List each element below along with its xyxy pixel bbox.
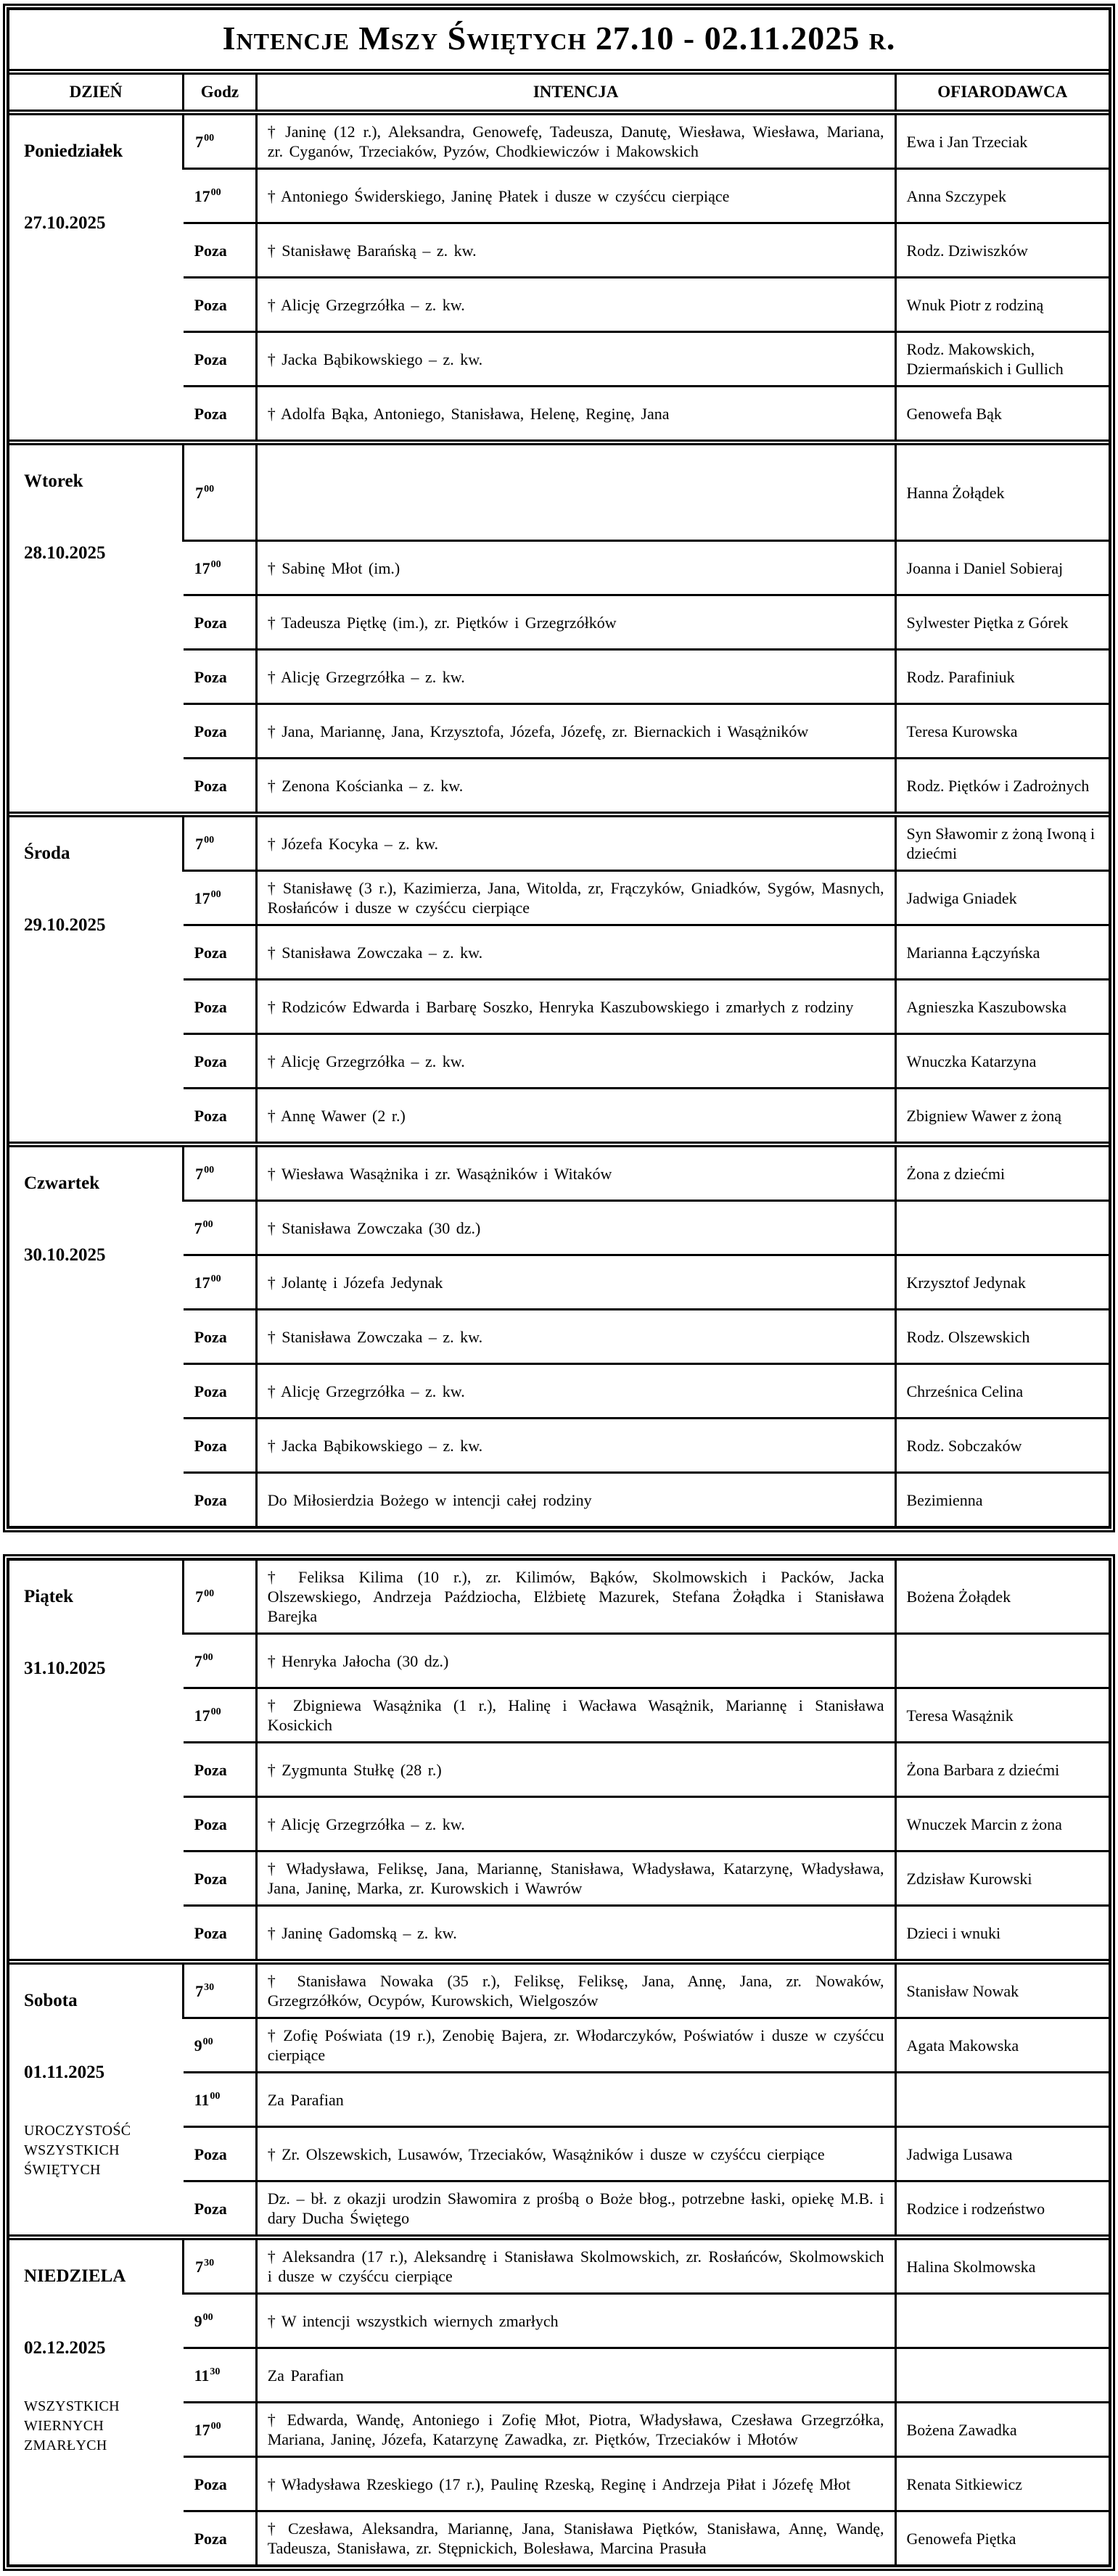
intention-cell: † Zr. Olszewskich, Lusawów, Trzeciaków, Wasążników i dusze w czyśćcu cierpiące — [256, 2127, 895, 2181]
intention-cell: † Adolfa Bąka, Antoniego, Stanisława, Helenę, Reginę, Jana — [256, 387, 895, 443]
intention-cell: † Stanisława Zowczaka (30 dz.) — [256, 1201, 895, 1255]
time-minutes: 00 — [204, 1165, 215, 1176]
donor-cell: Teresa Kurowska — [895, 704, 1109, 759]
day-note-label: UROCZYSTOŚĆ WSZYSTKICH ŚWIĘTYCH — [24, 2122, 131, 2178]
donor-cell: Bożena Żołądek — [895, 1561, 1109, 1634]
column-header-row — [9, 72, 1109, 112]
intention-cell: † Annę Wawer (2 r.) — [256, 1089, 895, 1145]
donor-cell: Genowefa Bąk — [895, 387, 1109, 443]
intention-cell: † Józefa Kocyka – z. kw. — [256, 814, 895, 871]
donor-cell — [895, 1201, 1109, 1255]
page-title: Intencje Mszy Świętych 27.10 - 02.11.2025 r. — [9, 10, 1109, 72]
time-minutes: 00 — [210, 1706, 221, 1718]
day-cell — [9, 1561, 184, 1962]
intention-cell: † Jana, Mariannę, Jana, Krzysztofa, Józefa, Józefę, zr. Biernackich i Wasążników — [256, 704, 895, 759]
mass-time-cell — [184, 980, 257, 1034]
mass-time-cell — [184, 871, 257, 925]
time-value: 17 — [194, 186, 210, 205]
intention-cell: † Stanisławę Barańską – z. kw. — [256, 223, 895, 278]
mass-time-cell — [184, 1561, 257, 1634]
day-cell — [9, 112, 184, 442]
day-cell — [9, 814, 184, 1144]
intentions-table-week-part1 — [7, 7, 1111, 1529]
time-value: Poza — [194, 2474, 227, 2493]
intention-cell: † Alicję Grzegrzółka – z. kw. — [256, 1034, 895, 1089]
mass-time-cell — [184, 169, 257, 223]
time-minutes: 00 — [202, 1652, 213, 1664]
day-name-label: Środa — [24, 843, 70, 863]
day-note-label: WSZYSTKICH WIERNYCH ZMARŁYCH — [24, 2398, 120, 2453]
donor-cell: Chrześnica Celina — [895, 1364, 1109, 1419]
intention-cell: † Alicję Grzegrzółka – z. kw. — [256, 650, 895, 704]
time-value: Poza — [194, 667, 227, 686]
time-minutes: 00 — [210, 559, 221, 571]
intention-cell: † Rodziców Edwarda i Barbarę Soszko, Henryka Kaszubowskiego i zmarłych z rodziny — [256, 980, 895, 1034]
donor-cell: Rodz. Dziwiszków — [895, 223, 1109, 278]
time-minutes: 00 — [204, 133, 215, 144]
intention-cell: † Wiesława Wasążnika i zr. Wasążników i Witaków — [256, 1144, 895, 1201]
intentions-table — [9, 1561, 1109, 2564]
time-value: Poza — [194, 997, 227, 1016]
intention-cell: † Janinę (12 r.), Aleksandra, Genowefę, Tadeusza, Danutę, Wiesława, Wiesława, Mariana, zr. Cyganów, Trzeciaków, Pyzów, Chodkiewiczów i Makowskich — [256, 112, 895, 169]
time-value: 7 — [195, 2257, 204, 2276]
table-row — [9, 1962, 1109, 2018]
day-name-label: Piątek — [24, 1587, 74, 1606]
donor-cell: Anna Szczypek — [895, 169, 1109, 223]
day-name-label: Poniedziałek — [24, 141, 123, 161]
time-value: Poza — [194, 2199, 227, 2218]
intention-cell: Dz. – bł. z okazji urodzin Sławomira z prośbą o Boże błog., potrzebne łaski, opiekę M.B. i dary Ducha Świętego — [256, 2181, 895, 2238]
donor-cell: Dzieci i wnuki — [895, 1906, 1109, 1962]
time-minutes: 00 — [210, 889, 221, 901]
col-header-intention: INTENCJA — [256, 72, 895, 112]
time-minutes: 00 — [204, 835, 215, 846]
donor-cell: Żona Barbara z dziećmi — [895, 1743, 1109, 1797]
mass-time-cell — [184, 2457, 257, 2511]
col-header-time: Godz — [184, 72, 257, 112]
donor-cell — [895, 2294, 1109, 2348]
day-cell — [9, 2237, 184, 2564]
intention-cell: † Alicję Grzegrzółka – z. kw. — [256, 1797, 895, 1852]
table-row — [9, 442, 1109, 541]
day-date-label: 01.11.2025 — [24, 2062, 105, 2082]
mass-time-cell — [184, 2181, 257, 2238]
intention-cell: † Alicję Grzegrzółka – z. kw. — [256, 1364, 895, 1419]
donor-cell: Ewa i Jan Trzeciak — [895, 112, 1109, 169]
donor-cell: Marianna Łączyńska — [895, 925, 1109, 980]
day-name-label: Sobota — [24, 1991, 78, 2010]
time-value: 7 — [195, 483, 204, 502]
mass-time-cell — [184, 1962, 257, 2018]
mass-time-cell — [184, 925, 257, 980]
mass-time-cell — [184, 595, 257, 650]
time-value: Poza — [194, 776, 227, 795]
day-date-label: 29.10.2025 — [24, 915, 106, 935]
table-row — [9, 112, 1109, 169]
table-row — [9, 1561, 1109, 1634]
time-minutes: 00 — [204, 1588, 215, 1599]
intention-cell: † Zygmunta Stułkę (28 r.) — [256, 1743, 895, 1797]
time-value: 9 — [194, 2036, 202, 2055]
time-value: Poza — [194, 2144, 227, 2163]
time-minutes: 00 — [202, 2312, 213, 2324]
donor-cell: Jadwiga Gniadek — [895, 871, 1109, 925]
time-value: Poza — [194, 1490, 227, 1509]
table-row — [9, 2237, 1109, 2294]
time-value: Poza — [194, 2529, 227, 2548]
donor-cell — [895, 2348, 1109, 2403]
donor-cell: Agnieszka Kaszubowska — [895, 980, 1109, 1034]
time-minutes: 00 — [202, 1219, 213, 1231]
intention-cell: † Stanisława Nowaka (35 r.), Feliksę, Feliksę, Jana, Annę, Jana, zr. Nowaków, Grzegrzółków, Ocypów, Kurowskich, Wielgoszów — [256, 1962, 895, 2018]
donor-cell: Bożena Zawadka — [895, 2403, 1109, 2457]
time-value: Poza — [194, 1436, 227, 1455]
donor-cell: Rodz. Sobczaków — [895, 1419, 1109, 1473]
intentions-table — [9, 10, 1109, 1526]
time-value: 7 — [194, 1218, 202, 1237]
mass-time-cell — [184, 1419, 257, 1473]
donor-cell: Genowefa Piętka — [895, 2511, 1109, 2565]
donor-cell: Teresa Wasążnik — [895, 1688, 1109, 1743]
mass-time-cell — [184, 541, 257, 595]
time-minutes: 00 — [210, 2091, 221, 2102]
time-value: Poza — [194, 1760, 227, 1779]
time-value: Poza — [194, 241, 227, 260]
time-value: Poza — [194, 404, 227, 423]
time-value: 11 — [194, 2366, 210, 2385]
intention-cell: † Zenona Kościanka – z. kw. — [256, 759, 895, 815]
donor-cell: Wnuczek Marcin z żona — [895, 1797, 1109, 1852]
time-value: 17 — [194, 888, 210, 907]
donor-cell: Zbigniew Wawer z żoną — [895, 1089, 1109, 1145]
mass-time-cell — [184, 387, 257, 443]
time-value: Poza — [194, 1106, 227, 1125]
mass-time-cell — [184, 2018, 257, 2073]
donor-cell: Rodzice i rodzeństwo — [895, 2181, 1109, 2238]
donor-cell: Rodz. Olszewskich — [895, 1310, 1109, 1364]
table-row — [9, 1144, 1109, 1201]
intention-cell: † Jacka Bąbikowskiego – z. kw. — [256, 1419, 895, 1473]
title-row — [9, 10, 1109, 72]
col-header-day: DZIEŃ — [9, 72, 184, 112]
donor-cell: Rodz. Makowskich, Dziermańskich i Gullich — [895, 332, 1109, 387]
mass-time-cell — [184, 814, 257, 871]
mass-time-cell — [184, 1852, 257, 1906]
intention-cell: † Feliksa Kilima (10 r.), zr. Kilimów, Bąków, Skolmowskich i Packów, Jacka Olszewskiego, Andrzeja Paździocha, Elżbietę Mazurek, Stefana Żołądka i Stanisława Barejka — [256, 1561, 895, 1634]
day-name-label: Wtorek — [24, 471, 83, 491]
mass-time-cell — [184, 759, 257, 815]
donor-cell: Wnuczka Katarzyna — [895, 1034, 1109, 1089]
day-date-label: 27.10.2025 — [24, 212, 106, 233]
mass-time-cell — [184, 2511, 257, 2565]
time-minutes: 00 — [210, 1273, 221, 1285]
time-minutes: 00 — [210, 2421, 221, 2432]
intention-cell: † Zbigniewa Wasążnika (1 r.), Halinę i Wacława Wasążnik, Mariannę i Stanisława Kosickich — [256, 1688, 895, 1743]
mass-time-cell — [184, 1906, 257, 1962]
time-value: 7 — [194, 1651, 202, 1670]
time-minutes: 00 — [210, 187, 221, 199]
donor-cell: Halina Skolmowska — [895, 2237, 1109, 2294]
mass-time-cell — [184, 1089, 257, 1145]
mass-time-cell — [184, 2237, 257, 2294]
time-value: Poza — [194, 1327, 227, 1346]
intention-cell: † Aleksandra (17 r.), Aleksandrę i Stanisława Skolmowskich, zr. Rosłańców, Skolmowskich i dusze w czyśćcu cierpiące — [256, 2237, 895, 2294]
time-minutes: 00 — [204, 484, 215, 495]
mass-time-cell — [184, 1797, 257, 1852]
mass-time-cell — [184, 1310, 257, 1364]
mass-time-cell — [184, 2294, 257, 2348]
intention-cell: † W intencji wszystkich wiernych zmarłych — [256, 2294, 895, 2348]
mass-time-cell — [184, 1688, 257, 1743]
time-value: Poza — [194, 1923, 227, 1942]
intention-cell: † Alicję Grzegrzółka – z. kw. — [256, 278, 895, 332]
time-value: Poza — [194, 1815, 227, 1833]
donor-cell: Syn Sławomir z żoną Iwoną i dziećmi — [895, 814, 1109, 871]
time-value: Poza — [194, 1382, 227, 1400]
time-value: Poza — [194, 722, 227, 740]
intention-cell: † Jacka Bąbikowskiego – z. kw. — [256, 332, 895, 387]
donor-cell — [895, 2073, 1109, 2127]
donor-cell: Renata Sitkiewicz — [895, 2457, 1109, 2511]
donor-cell: Sylwester Piętka z Górek — [895, 595, 1109, 650]
intention-cell: † Stanisławę (3 r.), Kazimierza, Jana, Witolda, zr, Frączyków, Gniadków, Sygów, Masnych, Rosłańców i dusze w czyśćcu cierpiące — [256, 871, 895, 925]
time-value: 7 — [195, 834, 204, 853]
intention-cell: Za Parafian — [256, 2348, 895, 2403]
time-value: 7 — [195, 1981, 204, 2000]
time-value: 9 — [194, 2311, 202, 2330]
table-row — [9, 814, 1109, 871]
mass-time-cell — [184, 442, 257, 541]
time-minutes: 00 — [202, 2036, 213, 2048]
time-value: 17 — [194, 2420, 210, 2439]
intention-cell: † Władysława Rzeskiego (17 r.), Paulinę Rzeską, Reginę i Andrzeja Piłat i Józefę Młot — [256, 2457, 895, 2511]
donor-cell: Hanna Żołądek — [895, 442, 1109, 541]
time-value: Poza — [194, 943, 227, 962]
day-cell — [9, 442, 184, 814]
intention-cell: † Jolantę i Józefa Jedynak — [256, 1255, 895, 1310]
mass-time-cell — [184, 2073, 257, 2127]
time-value: Poza — [194, 1869, 227, 1888]
mass-time-cell — [184, 1034, 257, 1089]
day-date-label: 02.12.2025 — [24, 2337, 106, 2358]
mass-time-cell — [184, 2403, 257, 2457]
time-value: 7 — [195, 132, 204, 151]
time-value: 17 — [194, 558, 210, 577]
intentions-table-week-part2 — [7, 1558, 1111, 2567]
donor-cell: Stanisław Nowak — [895, 1962, 1109, 2018]
mass-time-cell — [184, 1473, 257, 1527]
mass-time-cell — [184, 112, 257, 169]
intention-cell: † Sabinę Młot (im.) — [256, 541, 895, 595]
intention-cell: † Antoniego Świderskiego, Janinę Płatek i dusze w czyśćcu cierpiące — [256, 169, 895, 223]
time-value: Poza — [194, 613, 227, 632]
mass-time-cell — [184, 1255, 257, 1310]
mass-time-cell — [184, 704, 257, 759]
mass-time-cell — [184, 2127, 257, 2181]
intention-cell: † Stanisława Zowczaka – z. kw. — [256, 1310, 895, 1364]
intention-cell — [256, 442, 895, 541]
donor-cell — [895, 1634, 1109, 1688]
day-date-label: 28.10.2025 — [24, 542, 106, 563]
day-date-label: 30.10.2025 — [24, 1244, 106, 1265]
intention-cell: Do Miłosierdzia Bożego w intencji całej rodziny — [256, 1473, 895, 1527]
time-value: Poza — [194, 350, 227, 368]
mass-time-cell — [184, 650, 257, 704]
intention-cell: † Zofię Poświata (19 r.), Zenobię Bajera, zr. Włodarczyków, Poświatów i dusze w czyśćcu cierpiące — [256, 2018, 895, 2073]
mass-time-cell — [184, 278, 257, 332]
intention-cell: † Czesława, Aleksandra, Mariannę, Jana, Stanisława Piętków, Stanisława, Annę, Wandę, Tadeusza, Stanisława, zr. Stępnickich, Bolesława, Marcina Prasuła — [256, 2511, 895, 2565]
time-value: Poza — [194, 1052, 227, 1070]
mass-time-cell — [184, 1743, 257, 1797]
mass-time-cell — [184, 1144, 257, 1201]
intention-cell: † Henryka Jałocha (30 dz.) — [256, 1634, 895, 1688]
day-cell — [9, 1144, 184, 1526]
time-minutes: 30 — [210, 2366, 221, 2378]
donor-cell: Zdzisław Kurowski — [895, 1852, 1109, 1906]
mass-time-cell — [184, 1634, 257, 1688]
mass-time-cell — [184, 223, 257, 278]
time-value: 17 — [194, 1706, 210, 1725]
donor-cell: Bezimienna — [895, 1473, 1109, 1527]
intention-cell: † Edwarda, Wandę, Antoniego i Zofię Młot, Piotra, Władysława, Czesława Grzegrzółka, Mariana, Janinę, Józefa, Katarzynę Zawadka, zr. Piętków, Trzeciaków i Młotów — [256, 2403, 895, 2457]
time-value: 11 — [194, 2090, 210, 2109]
time-value: 17 — [194, 1273, 210, 1292]
day-date-label: 31.10.2025 — [24, 1658, 106, 1678]
day-cell — [9, 1962, 184, 2237]
time-value: Poza — [194, 295, 227, 314]
time-minutes: 30 — [204, 1982, 215, 1994]
day-name-label: NIEDZIELA — [24, 2266, 126, 2286]
col-header-donor: OFIARODAWCA — [895, 72, 1109, 112]
time-value: 7 — [195, 1588, 204, 1606]
intention-cell: Za Parafian — [256, 2073, 895, 2127]
donor-cell: Joanna i Daniel Sobieraj — [895, 541, 1109, 595]
intention-cell: † Władysława, Feliksę, Jana, Mariannę, Stanisława, Władysława, Katarzynę, Władysława, Jana, Janinę, Marka, zr. Kurowskich i Wawrów — [256, 1852, 895, 1906]
donor-cell: Jadwiga Lusawa — [895, 2127, 1109, 2181]
time-minutes: 30 — [204, 2258, 215, 2269]
donor-cell: Krzysztof Jedynak — [895, 1255, 1109, 1310]
donor-cell: Rodz. Parafiniuk — [895, 650, 1109, 704]
mass-time-cell — [184, 1201, 257, 1255]
mass-time-cell — [184, 1364, 257, 1419]
intention-cell: † Stanisława Zowczaka – z. kw. — [256, 925, 895, 980]
day-name-label: Czwartek — [24, 1173, 100, 1193]
donor-cell: Żona z dziećmi — [895, 1144, 1109, 1201]
time-value: 7 — [195, 1164, 204, 1183]
intention-cell: † Tadeusza Piętkę (im.), zr. Piętków i Grzegrzółków — [256, 595, 895, 650]
intention-cell: † Janinę Gadomską – z. kw. — [256, 1906, 895, 1962]
donor-cell: Rodz. Piętków i Zadrożnych — [895, 759, 1109, 815]
mass-intentions-bulletin — [0, 7, 1118, 2567]
donor-cell: Wnuk Piotr z rodziną — [895, 278, 1109, 332]
donor-cell: Agata Makowska — [895, 2018, 1109, 2073]
mass-time-cell — [184, 332, 257, 387]
mass-time-cell — [184, 2348, 257, 2403]
